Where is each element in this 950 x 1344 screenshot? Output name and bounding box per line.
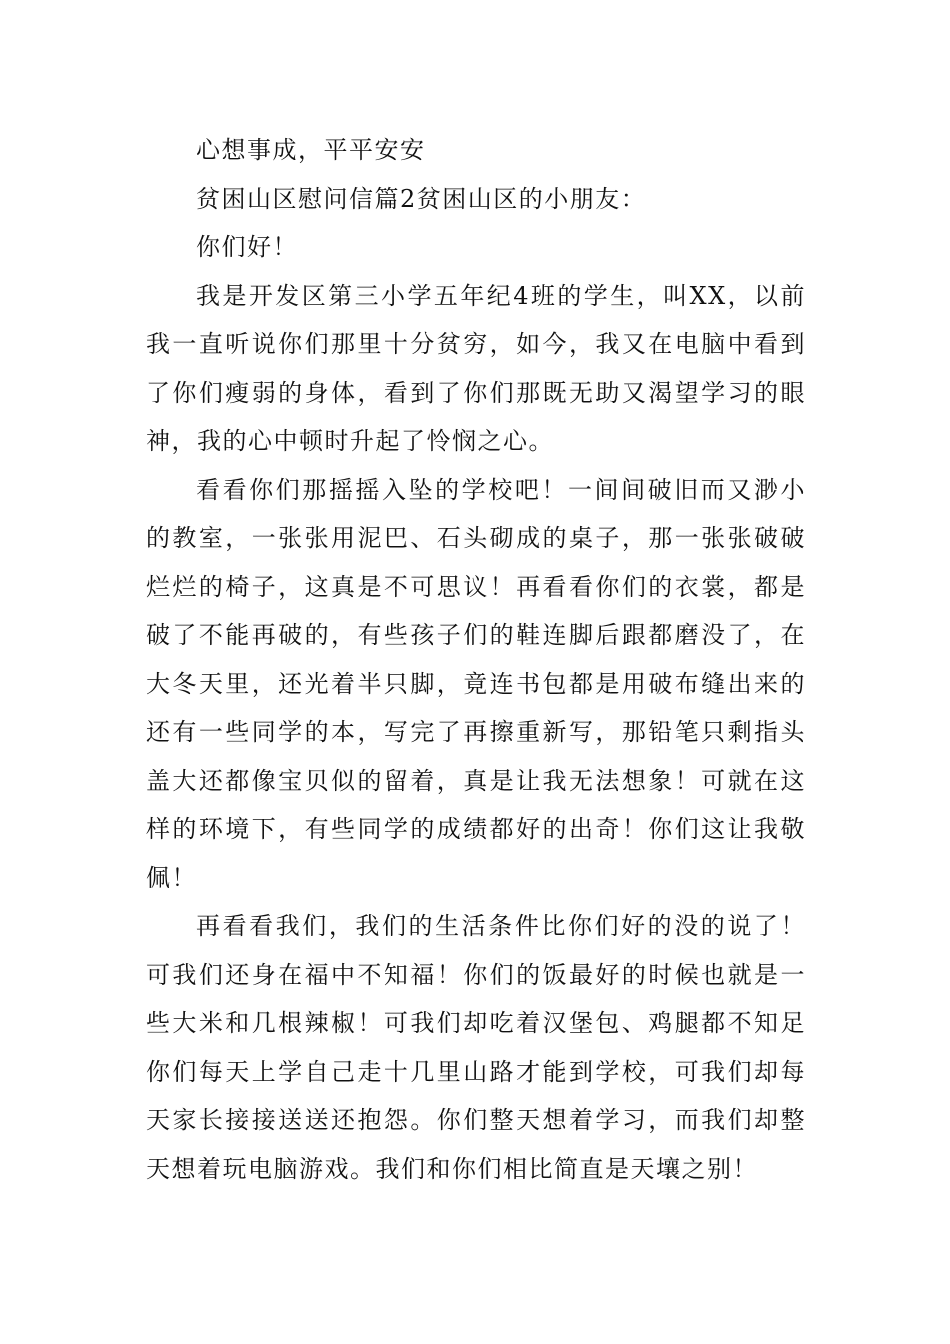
letter-body bbox=[146, 126, 806, 1193]
paragraph-line: 的教室，一张张用泥巴、石头砌成的桌子，那一张张破破 bbox=[146, 524, 806, 552]
paragraph-line: 你们每天上学自己走十几里山路才能到学校，可我们却每 bbox=[146, 1057, 806, 1086]
closing-wish-line: 心想事成，平平安安 bbox=[196, 136, 426, 164]
paragraph-line: 我是开发区第三小学五年纪4班的学生，叫XX，以前 bbox=[196, 281, 806, 310]
paragraph-line: 大冬天里，还光着半只脚，竟连书包都是用破布缝出来的 bbox=[146, 669, 806, 698]
paragraph-line: 天想着玩电脑游戏。我们和你们相比简直是天壤之别！ bbox=[146, 1154, 758, 1183]
paragraph-line: 看看你们那摇摇入坠的学校吧！一间间破旧而又渺小 bbox=[196, 475, 806, 504]
paragraph-line: 烂烂的椅子，这真是不可思议！再看看你们的衣裳，都是 bbox=[146, 572, 806, 601]
greeting-line: 你们好！ bbox=[196, 233, 298, 261]
paragraph-line: 天家长接接送送还抱怨。你们整天想着学习，而我们却整 bbox=[146, 1106, 806, 1134]
paragraph-line: 些大米和几根辣椒！可我们却吃着汉堡包、鸡腿都不知足 bbox=[146, 1009, 806, 1037]
paragraph-line: 破了不能再破的，有些孩子们的鞋连脚后跟都磨没了，在 bbox=[146, 621, 806, 649]
paragraph-line: 佩！ bbox=[146, 863, 197, 892]
paragraph-line: 还有一些同学的本，写完了再擦重新写，那铅笔只剩指头 bbox=[146, 718, 806, 746]
paragraph-line: 盖大还都像宝贝似的留着，真是让我无法想象！可就在这 bbox=[146, 766, 806, 795]
letter-title-salutation: 贫困山区慰问信篇2贫困山区的小朋友： bbox=[196, 184, 647, 213]
paragraph-line: 我一直听说你们那里十分贫穷，如今，我又在电脑中看到 bbox=[146, 330, 806, 358]
paragraph-line: 样的环境下，有些同学的成绩都好的出奇！你们这让我敬 bbox=[146, 815, 806, 843]
paragraph-line: 再看看我们，我们的生活条件比你们好的没的说了！ bbox=[196, 912, 806, 940]
paragraph-line: 神，我的心中顿时升起了怜悯之心。 bbox=[146, 427, 554, 455]
paragraph-line: 可我们还身在福中不知福！你们的饭最好的时候也就是一 bbox=[146, 960, 806, 989]
paragraph-line: 了你们瘦弱的身体，看到了你们那既无助又渴望学习的眼 bbox=[146, 378, 806, 407]
